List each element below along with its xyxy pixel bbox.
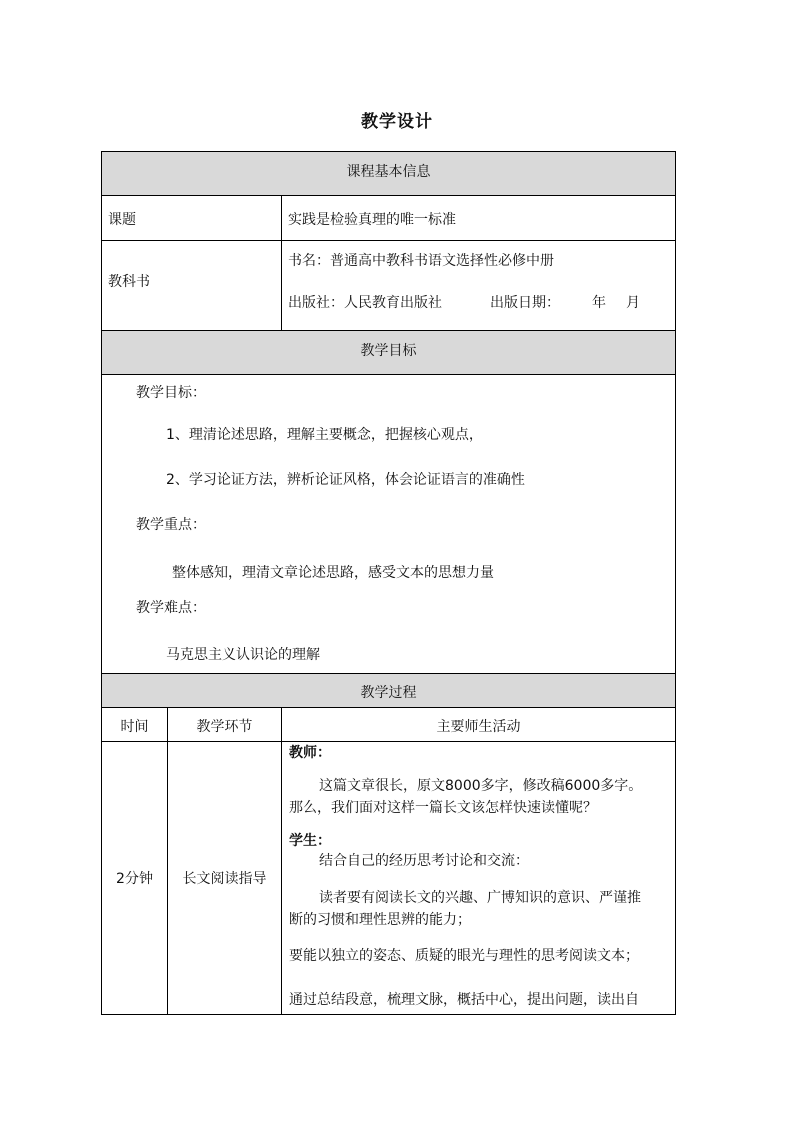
goal-item-1: 1、理清论述思路，理解主要概念，把握核心观点， bbox=[166, 427, 483, 443]
student-line-3: 断的习惯和理性思辨的能力； bbox=[289, 912, 471, 928]
goals-header-row bbox=[102, 331, 676, 375]
topic-value: 实践是检验真理的唯一标准 bbox=[282, 196, 676, 241]
col-time: 时间 bbox=[102, 708, 168, 742]
publisher: 出版社：人民教育出版社 bbox=[288, 295, 442, 311]
goals-heading: 教学目标： bbox=[136, 385, 206, 401]
topic-row bbox=[102, 196, 676, 241]
process-header-row bbox=[102, 674, 676, 708]
goals-header: 教学目标 bbox=[102, 331, 676, 375]
student-line-5: 通过总结段意，梳理文脉，概括中心，提出问题，读出自 bbox=[289, 992, 639, 1008]
topic-label: 课题 bbox=[102, 196, 282, 241]
basic-info-header: 课程基本信息 bbox=[102, 152, 676, 196]
basic-info-header-row bbox=[102, 152, 676, 196]
textbook-label: 教科书 bbox=[102, 241, 282, 331]
student-label: 学生： bbox=[289, 833, 331, 849]
student-line-4: 要能以独立的姿态、质疑的眼光与理性的思考阅读文本； bbox=[289, 948, 639, 964]
textbook-row bbox=[102, 241, 676, 331]
lesson-design-table bbox=[101, 151, 676, 1015]
process-activity-cell bbox=[282, 742, 676, 1015]
student-line-2: 读者要有阅读长文的兴趣、广博知识的意识、严谨推 bbox=[319, 890, 641, 906]
process-column-headers bbox=[102, 708, 676, 742]
difficulty-text: 马克思主义认识论的理解 bbox=[166, 647, 320, 663]
teacher-label: 教师： bbox=[289, 745, 331, 761]
goals-content bbox=[102, 375, 676, 674]
col-stage: 教学环节 bbox=[168, 708, 282, 742]
process-time: 2分钟 bbox=[116, 871, 153, 887]
process-time-cell bbox=[102, 742, 168, 1015]
publish-date-label: 出版日期： bbox=[490, 295, 560, 311]
year-label: 年 bbox=[592, 295, 606, 311]
focus-heading: 教学重点： bbox=[136, 517, 206, 533]
document-title: 教学设计 bbox=[361, 112, 433, 132]
col-activity: 主要师生活动 bbox=[282, 708, 676, 742]
goals-row bbox=[102, 375, 676, 674]
process-stage: 长文阅读指导 bbox=[182, 871, 267, 887]
process-stage-cell bbox=[168, 742, 282, 1015]
publisher-line bbox=[288, 293, 675, 313]
teacher-line-2: 那么，我们面对这样一篇长文该怎样快速读懂呢？ bbox=[289, 800, 597, 816]
book-name: 书名：普通高中教科书语文选择性必修中册 bbox=[288, 253, 554, 269]
teacher-line-1: 这篇文章很长，原文8000多字，修改稿6000多字。 bbox=[319, 778, 643, 794]
process-header: 教学过程 bbox=[102, 674, 676, 708]
focus-text: 整体感知，理清文章论述思路，感受文本的思想力量 bbox=[172, 565, 494, 581]
textbook-info bbox=[282, 241, 676, 331]
process-row bbox=[102, 742, 676, 1015]
goal-item-2: 2、学习论证方法，辨析论证风格，体会论证语言的准确性 bbox=[166, 472, 525, 488]
student-line-1: 结合自己的经历思考讨论和交流： bbox=[319, 853, 529, 869]
month-label: 月 bbox=[626, 295, 640, 311]
difficulty-heading: 教学难点： bbox=[136, 600, 206, 616]
